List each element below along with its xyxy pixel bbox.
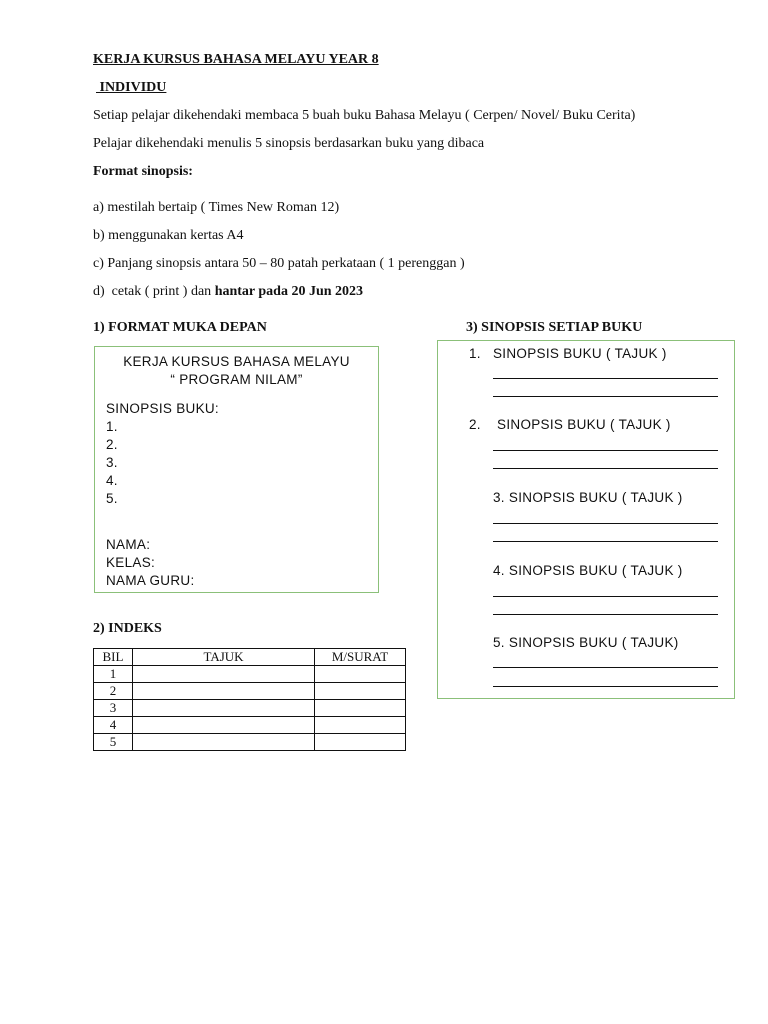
requirement-a: a) mestilah bertaip ( Times New Roman 12) [93, 200, 340, 215]
column-header-bil: BIL [94, 649, 133, 666]
synopsis-item-label: 3. SINOPSIS BUKU ( TAJUK ) [493, 490, 683, 505]
cover-item: 5. [106, 491, 118, 506]
writing-line [493, 396, 718, 397]
column-header-msurat: M/SURAT [315, 649, 406, 666]
row-number: 3 [94, 700, 133, 717]
row-number: 5 [94, 734, 133, 751]
cover-item: 1. [106, 419, 118, 434]
writing-line [493, 686, 718, 687]
cover-title-line-2: “ PROGRAM NILAM” [170, 372, 303, 387]
row-number: 4 [94, 717, 133, 734]
writing-line [493, 667, 718, 668]
row-number: 1 [94, 666, 133, 683]
cover-sinopsis-label: SINOPSIS BUKU: [106, 401, 219, 416]
synopsis-item-label: 5. SINOPSIS BUKU ( TAJUK) [493, 635, 679, 650]
table-row [94, 666, 406, 683]
tajuk-cell [133, 683, 315, 700]
cover-item: 4. [106, 473, 118, 488]
cover-field-nama: NAMA: [106, 537, 151, 552]
cover-field-kelas: KELAS: [106, 555, 156, 570]
index-table [93, 648, 406, 751]
row-number: 2 [94, 683, 133, 700]
synopsis-item-label: SINOPSIS BUKU ( TAJUK ) [493, 417, 671, 432]
requirement-d [93, 284, 363, 300]
table-row [94, 734, 406, 751]
writing-line [493, 378, 718, 379]
msurat-cell [315, 700, 406, 717]
intro-text-1: Setiap pelajar dikehendaki membaca 5 buah buku Bahasa Melayu ( Cerpen/ Novel/ Buku Cerita) [93, 108, 636, 123]
column-header-tajuk: TAJUK [133, 649, 315, 666]
writing-line [493, 523, 718, 524]
writing-line [493, 596, 718, 597]
cover-title-line-1: KERJA KURSUS BAHASA MELAYU [123, 354, 350, 369]
tajuk-cell [133, 700, 315, 717]
msurat-cell [315, 734, 406, 751]
requirement-b: b) menggunakan kertas A4 [93, 228, 244, 243]
index-header-row [94, 649, 406, 666]
document-title: KERJA KURSUS BAHASA MELAYU YEAR 8 [93, 52, 379, 67]
cover-format-heading: 1) FORMAT MUKA DEPAN [93, 320, 267, 335]
table-row [94, 717, 406, 734]
cover-item: 3. [106, 455, 118, 470]
table-row [94, 683, 406, 700]
synopsis-heading: 3) SINOPSIS SETIAP BUKU [466, 320, 643, 335]
requirement-d-text: d) cetak ( print ) dan [93, 284, 215, 299]
msurat-cell [315, 666, 406, 683]
synopsis-item-label: 4. SINOPSIS BUKU ( TAJUK ) [493, 563, 683, 578]
synopsis-item-label: SINOPSIS BUKU ( TAJUK ) [493, 346, 667, 361]
msurat-cell [315, 717, 406, 734]
cover-item: 2. [106, 437, 118, 452]
msurat-cell [315, 683, 406, 700]
tajuk-cell [133, 666, 315, 683]
table-row [94, 700, 406, 717]
tajuk-cell [133, 717, 315, 734]
index-heading: 2) INDEKS [93, 621, 162, 636]
writing-line [493, 468, 718, 469]
synopsis-item-number: 2. [469, 417, 481, 432]
tajuk-cell [133, 734, 315, 751]
cover-field-nama-guru: NAMA GURU: [106, 573, 195, 588]
writing-line [493, 450, 718, 451]
requirement-c: c) Panjang sinopsis antara 50 – 80 patah perkataan ( 1 perenggan ) [93, 256, 465, 271]
intro-text-2: Pelajar dikehendaki menulis 5 sinopsis berdasarkan buku yang dibaca [93, 136, 485, 151]
section-label-individu: INDIVIDU [96, 80, 167, 95]
writing-line [493, 614, 718, 615]
writing-line [493, 541, 718, 542]
requirement-d-deadline: hantar pada 20 Jun 2023 [214, 284, 364, 299]
format-heading: Format sinopsis: [93, 164, 193, 179]
synopsis-item-number: 1. [469, 346, 481, 361]
